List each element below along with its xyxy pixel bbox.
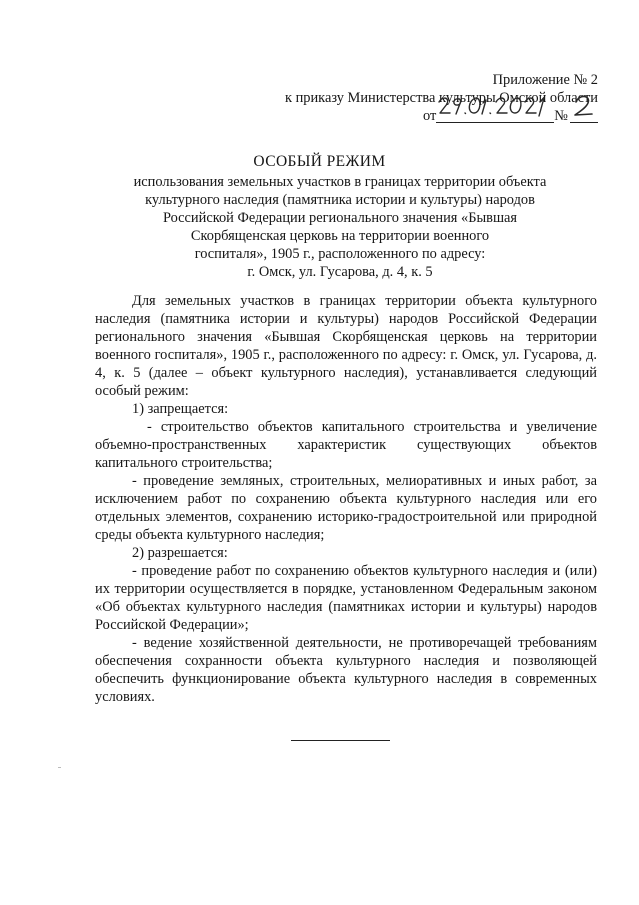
number-label: № [554,108,568,124]
prohibited-heading: 1) запрещается: [132,401,229,417]
intro-paragraph: Для земельных участков в границах территории объекта культурного наследия (памятника истории и культуры) народов Российской Федерации регионального значения «Бывшая Скорбященская церковь на территории военного госпиталя», 1905 г., расположенного по адресу: г. Омск, ул. Гусарова, д. 4, к. 5 (далее – объект культурного наследия), устанавливается следующий особый режим: [95,293,597,399]
allowed-item: - ведение хозяйственной деятельности, не противоречащей требованиям обеспечения сохранности объекта культурного наследия и позволяющей обеспечить функционирование объекта культурного наследия в современных условиях. [95,635,597,705]
number-underline [570,122,598,123]
prohibited-item: - строительство объектов капитального строительства и увеличение объемно-пространственных характеристик существующих объектов капитального строительства; [95,419,597,471]
handwritten-date [436,94,554,124]
scan-speck [58,767,61,768]
allowed-item: - проведение работ по сохранению объектов культурного наследия и (или) их территории осуществляется в порядке, установленном Федеральным законом «Об объектах культурного наследия (памятниках истории и культуры) народов Российской Федерации»; [95,563,597,633]
order-number-field [570,107,598,125]
closing-separator-line [291,740,390,741]
subtitle-line: Скорбященская церковь на территории военного [190,228,490,244]
subtitle-line: Российской Федерации регионального значения «Бывшая [162,210,518,226]
document-title: ОСОБЫЙ РЕЖИМ [253,153,386,170]
subtitle-line: использования земельных участков в границах территории объекта [133,174,547,190]
prohibited-item: - проведение земляных, строительных, мелиоративных и иных работ, за исключением работ по сохранению объекта культурного наследия или его отдельных элементов, сохранению историко-градостроительной или природной среды объекта культурного наследия; [95,473,597,543]
allowed-heading: 2) разрешается: [132,545,228,561]
document-body [95,292,597,706]
subtitle-line: культурного наследия (памятника истории и культуры) народов [145,192,535,208]
from-prefix: от [422,108,437,124]
order-date-number-line [423,107,598,125]
appendix-label: Приложение № 2 [492,72,598,88]
subtitle-line: г. Омск, ул. Гусарова, д. 4, к. 5 [247,264,433,280]
subtitle-line: госпиталя», 1905 г., расположенного по адресу: [194,246,486,262]
order-reference: к приказу Министерства культуры Омской области [285,90,598,106]
handwritten-number [570,94,598,124]
order-date-field [436,107,554,125]
date-underline [436,122,554,123]
document-subtitle [90,173,590,281]
